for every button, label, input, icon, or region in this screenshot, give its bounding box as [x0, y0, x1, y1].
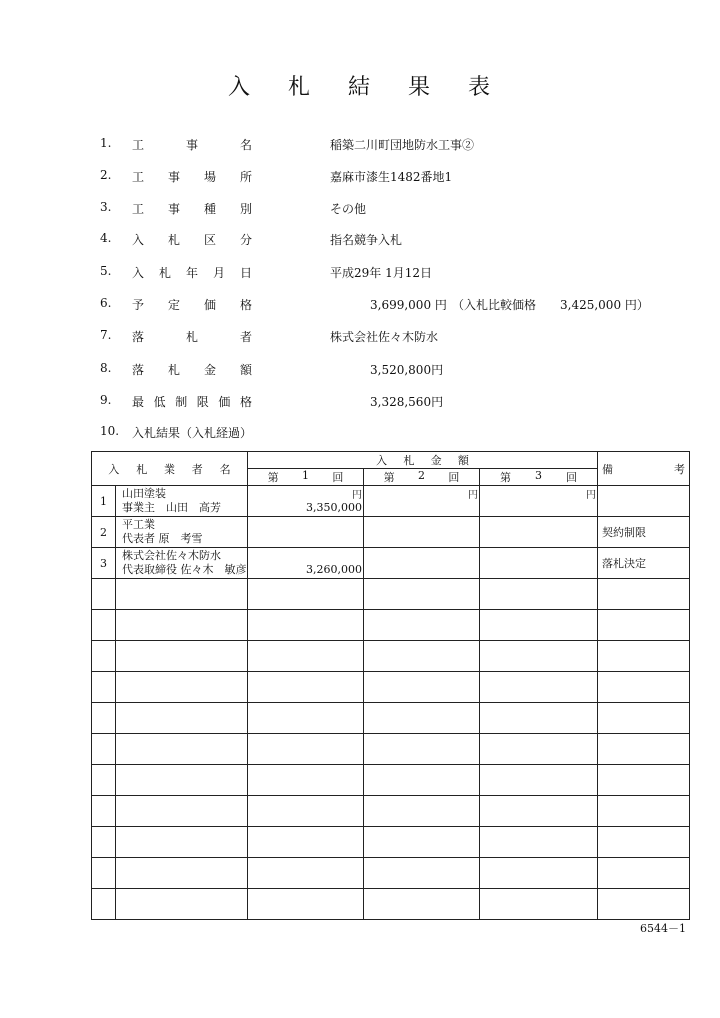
- page-title: [0, 70, 720, 101]
- info-label-char: 所: [239, 170, 252, 184]
- info-number: 5.: [100, 264, 112, 278]
- info-label-char: 名: [239, 138, 252, 152]
- bid-result-table: [91, 451, 690, 920]
- info-label-char: 落: [132, 363, 145, 377]
- header-char: 者: [191, 462, 203, 476]
- info-label-char: 予: [132, 298, 145, 312]
- info-number: 1.: [100, 136, 112, 150]
- info-label-char: 価: [203, 298, 216, 312]
- info-label-char: 価: [218, 395, 231, 409]
- bidder-name: [116, 517, 248, 548]
- empty-cell: [248, 641, 364, 672]
- empty-cell: [598, 641, 690, 672]
- info-label-char: 落: [132, 330, 145, 344]
- info-value: 3,699,000 円: [370, 298, 447, 312]
- info-label: [132, 168, 252, 185]
- empty-cell: [480, 703, 598, 734]
- header-char: 1: [301, 469, 309, 482]
- empty-cell: [598, 610, 690, 641]
- title-char: 札: [287, 75, 312, 100]
- empty-cell: [248, 579, 364, 610]
- table-row-empty: [92, 734, 690, 765]
- title-char: 入: [227, 75, 252, 100]
- title-char: 結: [347, 75, 372, 100]
- bid-amount-r2: [364, 486, 480, 517]
- info-label-char: 別: [239, 202, 252, 216]
- empty-cell: [116, 641, 248, 672]
- empty-cell: [364, 796, 480, 827]
- info-label-char: 札: [158, 266, 171, 280]
- remark: 契約制限: [598, 517, 690, 548]
- empty-cell: [598, 672, 690, 703]
- table-row-empty: [92, 672, 690, 703]
- info-row: [100, 393, 700, 415]
- empty-cell: [116, 672, 248, 703]
- info-label-char: 者: [239, 330, 252, 344]
- yen-unit: 円: [352, 490, 362, 501]
- empty-cell: [92, 858, 116, 889]
- info-label-char: 工: [132, 202, 145, 216]
- empty-cell: [364, 827, 480, 858]
- info-label-char: 事: [185, 138, 198, 152]
- header-char: 札: [403, 454, 415, 467]
- info-value: 株式会社佐々木防水: [330, 330, 439, 344]
- bidder-company: 株式会社佐々木防水: [122, 549, 221, 562]
- title-char: 果: [408, 75, 433, 100]
- header-remarks: [598, 452, 690, 486]
- table-row-empty: [92, 765, 690, 796]
- header-char: 第: [267, 471, 279, 484]
- bidder-name: [116, 486, 248, 517]
- info-label-char: 事: [167, 202, 180, 216]
- info-label: [132, 200, 252, 217]
- info-label: [132, 393, 252, 410]
- empty-cell: [92, 765, 116, 796]
- info-label-char: 場: [203, 170, 216, 184]
- header-char: 回: [448, 471, 460, 484]
- bid-amount-r1: [248, 517, 364, 548]
- empty-cell: [598, 827, 690, 858]
- empty-cell: [598, 579, 690, 610]
- info-number: 9.: [100, 393, 112, 407]
- empty-cell: [116, 734, 248, 765]
- empty-cell: [480, 765, 598, 796]
- empty-cell: [248, 703, 364, 734]
- table-row-empty: [92, 796, 690, 827]
- empty-cell: [116, 796, 248, 827]
- bid-amount-r2: [364, 548, 480, 579]
- empty-cell: [364, 734, 480, 765]
- empty-cell: [92, 889, 116, 920]
- header-char: 入: [376, 454, 388, 467]
- info-number: 4.: [100, 231, 112, 245]
- info-row: [100, 136, 700, 158]
- empty-cell: [480, 641, 598, 672]
- header-char: 額: [457, 454, 469, 467]
- info-number: 7.: [100, 328, 112, 342]
- empty-cell: [480, 827, 598, 858]
- header-char: 金: [430, 454, 442, 467]
- header-char: 3: [535, 469, 542, 482]
- empty-cell: [248, 672, 364, 703]
- empty-cell: [92, 672, 116, 703]
- info-value: 嘉麻市漆生1482番地1: [330, 170, 453, 184]
- empty-cell: [598, 734, 690, 765]
- info-label-char: 札: [167, 363, 180, 377]
- bid-amount-r3: [480, 486, 598, 517]
- info-label-char: 格: [239, 395, 252, 409]
- info-row: [100, 328, 700, 350]
- bidder-company: 山田塗装: [122, 487, 166, 500]
- empty-cell: [92, 703, 116, 734]
- empty-cell: [248, 827, 364, 858]
- info-number: 6.: [100, 296, 112, 310]
- table-row-empty: [92, 610, 690, 641]
- header-char: 考: [674, 462, 685, 476]
- header-char: 2: [417, 469, 425, 482]
- header-round-3: [480, 469, 598, 486]
- empty-cell: [116, 610, 248, 641]
- info-value: その他: [330, 202, 367, 216]
- header-char: 第: [500, 471, 511, 484]
- info-label-char: 種: [203, 202, 216, 216]
- empty-cell: [248, 734, 364, 765]
- header-char: 備: [602, 462, 613, 476]
- empty-cell: [480, 796, 598, 827]
- empty-cell: [116, 579, 248, 610]
- table-row-empty: [92, 579, 690, 610]
- table-row-empty: [92, 889, 690, 920]
- page-footer-code: 6544－1: [640, 922, 686, 935]
- empty-cell: [116, 765, 248, 796]
- table-row: [92, 548, 690, 579]
- info-label-char: 最: [132, 395, 145, 409]
- info-row: [100, 200, 700, 222]
- info-label-char: 入: [132, 266, 145, 280]
- empty-cell: [248, 889, 364, 920]
- table-row-empty: [92, 703, 690, 734]
- empty-cell: [364, 858, 480, 889]
- info-label-char: 制: [175, 395, 188, 409]
- bid-value: 3,350,000: [306, 501, 362, 514]
- bidder-name: [116, 548, 248, 579]
- info-value: 3,328,560円: [370, 395, 444, 409]
- info-label-char: 入: [132, 233, 145, 247]
- info-number: 10.: [100, 424, 120, 438]
- row-number: 2: [92, 517, 116, 548]
- info-extra: （入札比較価格 3,425,000 円）: [452, 298, 649, 312]
- empty-cell: [480, 610, 598, 641]
- empty-cell: [364, 610, 480, 641]
- empty-cell: [480, 734, 598, 765]
- info-label-char: 月: [212, 266, 225, 280]
- bid-amount-r3: [480, 548, 598, 579]
- bid-value: 3,260,000: [306, 563, 362, 576]
- empty-cell: [116, 827, 248, 858]
- empty-cell: [480, 672, 598, 703]
- bidder-representative: 事業主 山田 高芳: [122, 501, 221, 514]
- info-row: [100, 424, 700, 446]
- header-bid-amount: [248, 452, 598, 469]
- bid-amount-r2: [364, 517, 480, 548]
- info-value: 3,520,800円: [370, 363, 444, 377]
- info-row: [100, 264, 700, 286]
- row-number: 1: [92, 486, 116, 517]
- title-char: 表: [468, 75, 493, 100]
- info-label-char: 札: [185, 330, 198, 344]
- empty-cell: [598, 703, 690, 734]
- remark: 落札決定: [598, 548, 690, 579]
- empty-cell: [92, 641, 116, 672]
- info-row: [100, 168, 700, 190]
- bidder-representative: 代表者 原 考雪: [122, 532, 203, 545]
- empty-cell: [92, 827, 116, 858]
- table-row: [92, 486, 690, 517]
- header-char: 第: [383, 471, 395, 484]
- info-label-char: 工: [132, 170, 145, 184]
- header-round-2: [364, 469, 480, 486]
- header-char: 業: [163, 462, 175, 476]
- bid-amount-r1: [248, 486, 364, 517]
- info-label: [132, 136, 252, 153]
- header-round-1: [248, 469, 364, 486]
- info-number: 3.: [100, 200, 112, 214]
- info-label: [132, 296, 252, 313]
- empty-cell: [364, 641, 480, 672]
- bid-amount-r1: [248, 548, 364, 579]
- empty-cell: [116, 703, 248, 734]
- empty-cell: [480, 889, 598, 920]
- empty-cell: [364, 889, 480, 920]
- info-label-char: 工: [132, 138, 145, 152]
- info-label-char: 札: [167, 233, 180, 247]
- table-row-empty: [92, 641, 690, 672]
- empty-cell: [248, 765, 364, 796]
- info-row: [100, 231, 700, 253]
- empty-cell: [116, 889, 248, 920]
- info-label-char: 区: [203, 233, 216, 247]
- info-label-char: 限: [196, 395, 209, 409]
- info-number: 2.: [100, 168, 112, 182]
- info-row: [100, 361, 700, 383]
- empty-cell: [598, 796, 690, 827]
- info-label: 入札結果（入札経過）: [132, 426, 253, 440]
- empty-cell: [598, 889, 690, 920]
- info-label: [132, 231, 252, 248]
- info-label: [132, 328, 252, 345]
- empty-cell: [248, 610, 364, 641]
- header-bidder-name: [92, 452, 248, 486]
- table-row-empty: [92, 827, 690, 858]
- row-number: 3: [92, 548, 116, 579]
- empty-cell: [248, 858, 364, 889]
- empty-cell: [364, 672, 480, 703]
- info-label-char: 額: [239, 363, 252, 377]
- empty-cell: [92, 579, 116, 610]
- header-char: 回: [332, 471, 344, 484]
- empty-cell: [480, 579, 598, 610]
- info-label-char: 格: [239, 298, 252, 312]
- info-label-char: 定: [167, 298, 180, 312]
- header-char: 名: [219, 462, 231, 476]
- empty-cell: [364, 703, 480, 734]
- empty-cell: [598, 858, 690, 889]
- empty-cell: [92, 796, 116, 827]
- table-row-empty: [92, 858, 690, 889]
- info-value: 稲築二川町団地防水工事②: [330, 138, 475, 152]
- info-label-char: 日: [239, 266, 252, 280]
- info-label-char: 事: [167, 170, 180, 184]
- yen-unit: 円: [468, 490, 478, 501]
- remark: [598, 486, 690, 517]
- empty-cell: [364, 765, 480, 796]
- info-label-char: 分: [239, 233, 252, 247]
- empty-cell: [364, 579, 480, 610]
- info-row: [100, 296, 700, 318]
- info-label-char: 年: [185, 266, 198, 280]
- empty-cell: [248, 796, 364, 827]
- bidder-company: 平工業: [122, 518, 155, 531]
- header-char: 札: [136, 462, 148, 476]
- info-label: [132, 264, 252, 281]
- empty-cell: [92, 610, 116, 641]
- info-number: 8.: [100, 361, 112, 375]
- header-char: 入: [108, 462, 120, 476]
- info-label-char: 金: [203, 363, 216, 377]
- empty-cell: [480, 858, 598, 889]
- empty-cell: [598, 765, 690, 796]
- empty-cell: [92, 734, 116, 765]
- info-label-char: 低: [153, 395, 166, 409]
- yen-unit: 円: [586, 490, 596, 501]
- bid-amount-r3: [480, 517, 598, 548]
- bidder-representative: 代表取締役 佐々木 敏彦: [122, 563, 247, 576]
- info-label: [132, 361, 252, 378]
- empty-cell: [116, 858, 248, 889]
- header-char: 回: [566, 471, 577, 484]
- table-row: [92, 517, 690, 548]
- info-value: 指名競争入札: [330, 233, 403, 247]
- info-value: 平成29年 1月12日: [330, 266, 432, 280]
